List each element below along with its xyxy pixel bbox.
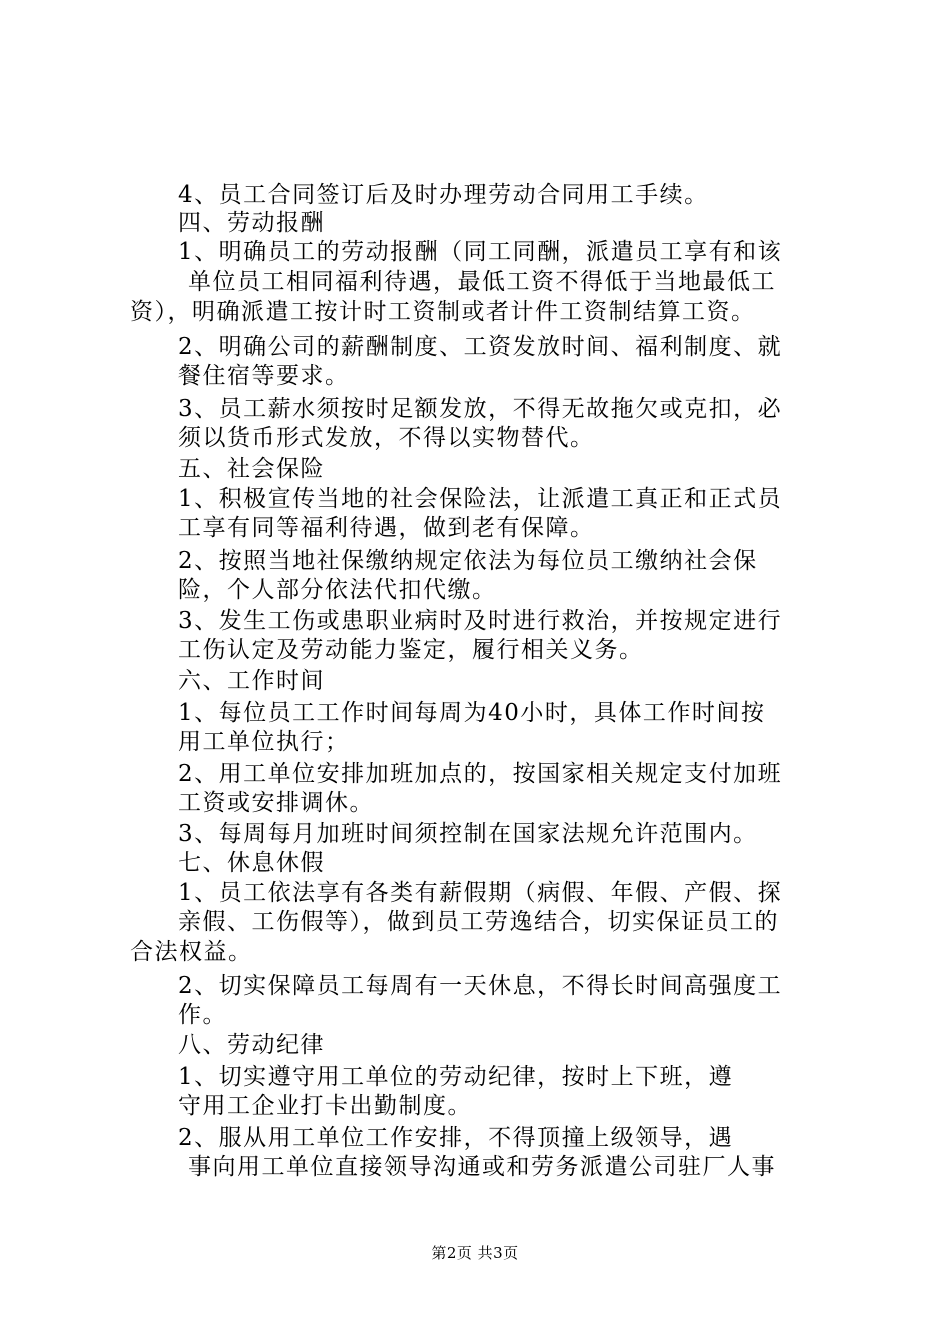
text-line: 1、切实遵守用工单位的劳动纪律，按时上下班，遵 (178, 1064, 734, 1090)
text-line: 2、切实保障员工每周有一天休息，不得长时间高强度工 (178, 973, 783, 999)
text-line: 亲假、工伤假等），做到员工劳逸结合，切实保证员工的 (178, 909, 779, 935)
text-line: 2、明确公司的薪酬制度、工资发放时间、福利制度、就 (178, 334, 783, 360)
text-line: 资），明确派遣工按计时工资制或者计件工资制结算工资。 (130, 299, 756, 325)
text-line: 餐住宿等要求。 (178, 363, 350, 389)
text-line: 合法权益。 (130, 939, 253, 965)
text-line: 2、服从用工单位工作安排，不得顶撞上级领导，遇 (178, 1125, 734, 1151)
text-line: 单位员工相同福利待遇，最低工资不得低于当地最低工 (188, 269, 776, 295)
text-line: 工资或安排调休。 (178, 790, 374, 816)
text-line: 3、发生工伤或患职业病时及时进行救治，并按规定进行 (178, 608, 783, 634)
text-line: 3、员工薪水须按时足额发放，不得无故拖欠或克扣，必 (178, 396, 783, 422)
text-line: 险，个人部分依法代扣代缴。 (178, 577, 497, 603)
text-line: 守用工企业打卡出勤制度。 (178, 1093, 472, 1119)
text-line: 用工单位执行； (178, 729, 350, 755)
section-heading: 八、劳动纪律 (178, 1032, 325, 1058)
text-line: 1、员工依法享有各类有薪假期（病假、年假、产假、探 (178, 880, 783, 906)
text-line: 作。 (178, 1002, 227, 1028)
section-heading: 七、休息休假 (178, 850, 325, 876)
text-line: 2、用工单位安排加班加点的，按国家相关规定支付加班 (178, 761, 783, 787)
text-line: 2、按照当地社保缴纳规定依法为每位员工缴纳社会保 (178, 548, 758, 574)
section-heading: 四、劳动报酬 (178, 210, 325, 236)
text-line: 1、每位员工工作时间每周为40小时，具体工作时间按 (178, 700, 766, 726)
section-heading: 五、社会保险 (178, 456, 325, 482)
text-line: 3、每周每月加班时间须控制在国家法规允许范围内。 (178, 821, 758, 847)
text-line: 4、员工合同签订后及时办理劳动合同用工手续。 (178, 182, 709, 208)
page-number-footer: 第2页 共3页 (431, 1244, 519, 1262)
text-line: 事向用工单位直接领导沟通或和劳务派遣公司驻厂人事 (188, 1154, 776, 1180)
text-line: 须以货币形式发放，不得以实物替代。 (178, 425, 595, 451)
section-heading: 六、工作时间 (178, 668, 325, 694)
text-line: 工享有同等福利待遇，做到老有保障。 (178, 515, 595, 541)
text-line: 1、积极宣传当地的社会保险法，让派遣工真正和正式员 (178, 486, 783, 512)
text-line: 1、明确员工的劳动报酬（同工同酬，派遣员工享有和该 (178, 239, 783, 265)
text-line: 工伤认定及劳动能力鉴定，履行相关义务。 (178, 637, 644, 663)
